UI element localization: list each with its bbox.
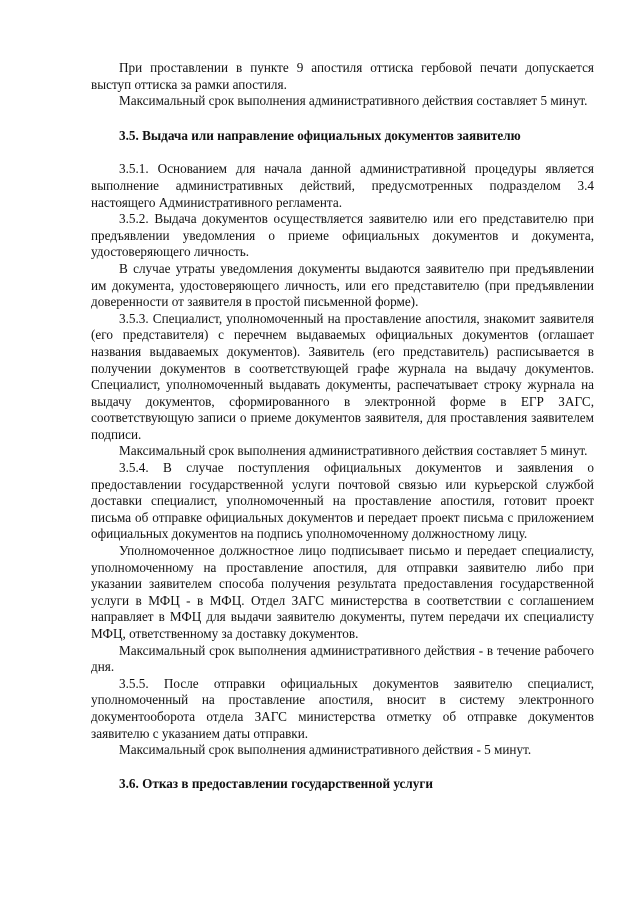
paragraph-max-time-3-4: Максимальный срок выполнения административного действия составляет 5 минут. xyxy=(119,93,588,109)
paragraph-max-time-3-5-5: Максимальный срок выполнения административного действия - 5 минут. xyxy=(119,742,532,758)
paragraph-seal-imprint: При проставлении в пункте 9 апостиля оттиска гербовой печати допускается выступ оттиска за рамки апостиля. xyxy=(91,60,594,92)
paragraph-authorized-official: Уполномоченное должностное лицо подписывает письмо и передает специалисту, уполномоченному на проставление апостиля, для отправки заявителю либо при указании заявителем способа получения результата предоставления государственной услуги в МФЦ - в МФЦ. Отдел ЗАГС министерства в соответствии с соглашением направляет в МФЦ для выдачи заявителю документы, путем передачи их специалисту МФЦ, ответственному за доставку документов. xyxy=(91,543,594,641)
spacer xyxy=(91,759,594,776)
spacer xyxy=(91,110,594,128)
paragraph-3-5-4: 3.5.4. В случае поступления официальных документов и заявления о предоставлении государственной услуги почтовой связью или курьерской службой доставки специалист, уполномоченный на проставление апостиля, готовит проект письма об отправке официальных документов и передает проект письма с приложением официальных документов на подпись уполномоченному должностному лицу. xyxy=(91,460,594,542)
paragraph-3-5-5: 3.5.5. После отправки официальных документов заявителю специалист, уполномоченный на проставление апостиля, вносит в систему электронного документооборота отдела ЗАГС министерства отметку об отправке документов заявителю с указанием даты отправки. xyxy=(91,675,594,741)
paragraph-3-5-3: 3.5.3. Специалист, уполномоченный на проставление апостиля, знакомит заявителя (его представителя) с перечнем выдаваемых официальных документов (оглашает названия выдаваемых документов). Заявитель (его представитель) расписывается в получении документов в соответствующей графе журнала на выдачу документов. Специалист, уполномоченный выдавать документы, распечатывает строку журнала на выдачу документов, сформированного в электронной форме в ЕГР ЗАГС, соответствующую записи о приеме документов заявителя, для проставления заявителем подписи. xyxy=(91,310,594,442)
section-heading-3-6: 3.6. Отказ в предоставлении государственной услуги xyxy=(119,775,433,791)
spacer xyxy=(91,144,594,161)
paragraph-lost-notice: В случае утраты уведомления документы выдаются заявителю при предъявлении им документа, удостоверяющего личность, или его представителю (при предъявлении доверенности от заявителя в простой письменной форме). xyxy=(91,260,594,310)
paragraph-3-5-1: 3.5.1. Основанием для начала данной административной процедуры является выполнение административных действий, предусмотренных подразделом 3.4 настоящего Административного регламента. xyxy=(91,161,594,210)
paragraph-max-time-3-5-3: Максимальный срок выполнения административного действия составляет 5 минут. xyxy=(119,443,588,459)
paragraph-max-time-3-5-4: Максимальный срок выполнения административного действия - в течение рабочего дня. xyxy=(91,642,594,675)
section-heading-3-5: 3.5. Выдача или направление официальных документов заявителю xyxy=(119,127,521,143)
paragraph-3-5-2: 3.5.2. Выдача документов осуществляется заявителю или его представителю при предъявлении уведомления о приеме официальных документов и документа, удостоверяющего личность. xyxy=(91,211,594,260)
